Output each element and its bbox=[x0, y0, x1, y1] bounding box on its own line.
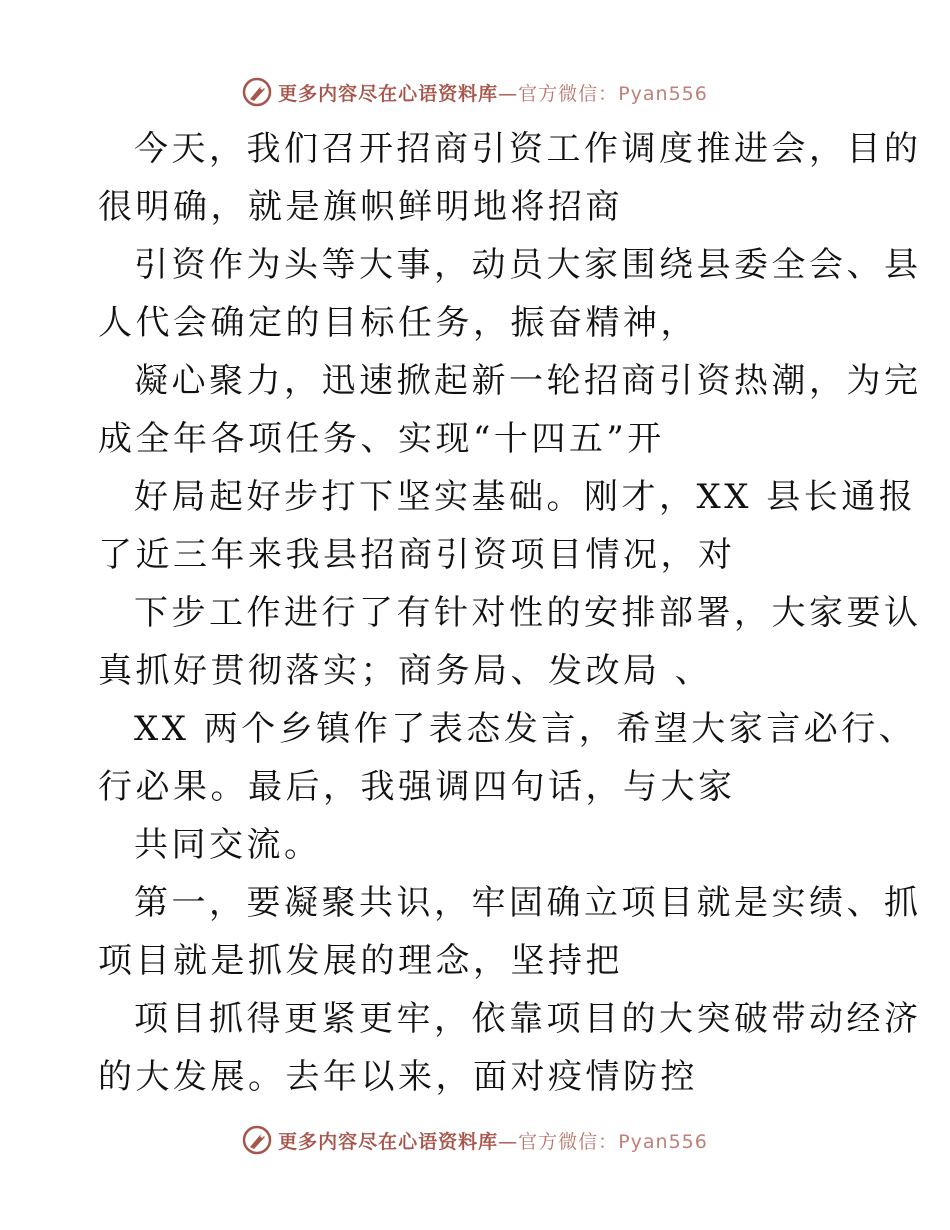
text-line: 下步工作进行了有针对性的安排部署，大家要认 bbox=[134, 593, 922, 633]
text-line: 引资作为头等大事，动员大家围绕县委全会、县 bbox=[134, 245, 922, 285]
banner-text: 更多内容尽在心语资料库 bbox=[278, 1130, 499, 1153]
text-line: 共同交流。 bbox=[134, 825, 322, 865]
banner-caption bbox=[278, 1127, 708, 1154]
text-line: 的大发展。去年以来，面对疫情防控 bbox=[98, 1057, 698, 1097]
pen-nib-logo-icon bbox=[242, 1125, 272, 1155]
text-line: XX 两个乡镇作了表态发言，希望大家言必行、 bbox=[134, 709, 917, 749]
text-line: 第一，要凝聚共识，牢固确立项目就是实绩、抓 bbox=[134, 883, 922, 923]
banner-separator: — bbox=[498, 82, 519, 105]
banner-text: 更多内容尽在心语资料库 bbox=[278, 82, 499, 105]
banner-separator: — bbox=[498, 1130, 519, 1153]
text-line: 人代会确定的目标任务，振奋精神， bbox=[98, 303, 698, 343]
text-line: 项目抓得更紧更牢，依靠项目的大突破带动经济 bbox=[134, 999, 922, 1039]
text-line: 凝心聚力，迅速掀起新一轮招商引资热潮，为完 bbox=[134, 361, 922, 401]
text-line: 行必果。最后，我强调四句话，与大家 bbox=[98, 767, 736, 807]
text-line: 了近三年来我县招商引资项目情况，对 bbox=[98, 535, 736, 575]
text-line: 很明确，就是旗帜鲜明地将招商 bbox=[98, 187, 623, 227]
text-line: 项目就是抓发展的理念，坚持把 bbox=[98, 941, 623, 981]
text-line: 成全年各项任务、实现“十四五”开 bbox=[98, 419, 665, 459]
banner-wechat-id: Pyan556 bbox=[618, 82, 708, 105]
banner-caption bbox=[278, 79, 708, 106]
footer-banner bbox=[0, 1120, 950, 1160]
banner-wechat-label: 官方微信： bbox=[518, 1130, 619, 1153]
text-line: 好局起好步打下坚实基础。刚才，XX 县长通报 bbox=[134, 477, 917, 517]
document-body bbox=[98, 120, 922, 1106]
text-line: 今天，我们召开招商引资工作调度推进会，目的 bbox=[134, 129, 922, 169]
header-banner bbox=[0, 72, 950, 112]
text-line: 真抓好贯彻落实；商务局、发改局 、 bbox=[98, 651, 713, 691]
banner-wechat-label: 官方微信： bbox=[518, 82, 619, 105]
banner-wechat-id: Pyan556 bbox=[618, 1130, 708, 1153]
pen-nib-logo-icon bbox=[242, 77, 272, 107]
